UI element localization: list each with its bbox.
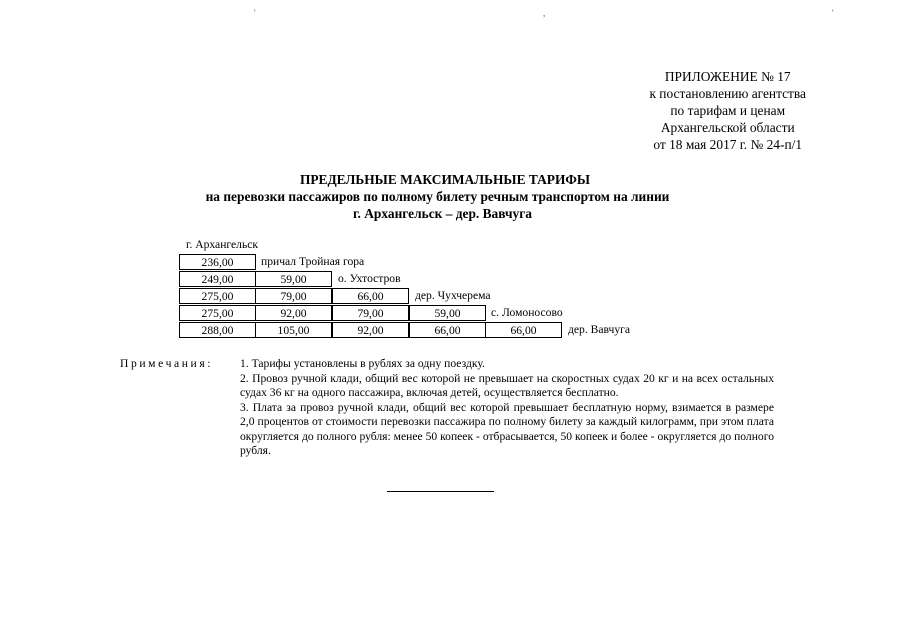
scan-mark: ,	[543, 8, 546, 18]
tariff-cell: 236,00	[179, 254, 256, 270]
stop-name: с. Ломоносово	[491, 306, 563, 319]
tariff-cell: 92,00	[332, 322, 409, 338]
tariff-cell: 66,00	[485, 322, 562, 338]
tariff-cell: 66,00	[332, 288, 409, 304]
tariff-cell: 66,00	[409, 322, 486, 338]
note-item: 2. Провоз ручной клади, общий вес которой не превышает на скоростных судах 20 кг и на всех остальных судах 36 кг на одного пассажира, включая детей, осуществляется бесплатно.	[240, 371, 774, 399]
tariff-cell: 275,00	[179, 288, 256, 304]
notes	[240, 357, 774, 459]
stop-name: дер. Вавчуга	[568, 323, 631, 336]
scan-mark: '	[254, 8, 256, 18]
appendix-line: по тарифам и ценам	[670, 103, 786, 118]
scan-mark: '	[832, 8, 834, 18]
tariff-cell: 249,00	[179, 271, 256, 287]
tariff-cell: 105,00	[255, 322, 332, 338]
title-subtitle: на перевозки пассажиров по полному билету речным транспортом на линии	[205, 189, 670, 204]
stop-name: о. Ухтостров	[338, 272, 401, 285]
note-item: 1. Тарифы установлены в рублях за одну поездку.	[240, 357, 485, 370]
appendix-date: от 18 мая 2017 г. № 24-п/1	[653, 137, 803, 152]
title-main: ПРЕДЕЛЬНЫЕ МАКСИМАЛЬНЫЕ ТАРИФЫ	[299, 172, 591, 187]
appendix-number: ПРИЛОЖЕНИЕ № 17	[664, 69, 791, 84]
document-title	[0, 171, 905, 222]
tariff-cell: 288,00	[179, 322, 256, 338]
appendix-line: к постановлению агентства	[649, 86, 806, 101]
end-rule	[387, 491, 494, 492]
tariff-cell: 79,00	[332, 305, 409, 321]
notes-label: Примечания:	[120, 357, 214, 370]
tariff-cell: 59,00	[409, 305, 486, 321]
note-item: 3. Плата за провоз ручной клади, общий вес которой превышает бесплатную норму, взимается в размере 2,0 процентов от стоимости перевозки пассажира по полному билету за каждый килограмм, при этом плата округляется до полного рубля: менее 50 копеек - отбрасывается, 50 копеек и более - округляется до полного рубля.	[240, 400, 774, 457]
origin-city: г. Архангельск	[186, 238, 259, 251]
stop-name: дер. Чухчерема	[415, 289, 491, 302]
stop-name: причал Тройная гора	[261, 255, 365, 268]
tariff-cell: 92,00	[255, 305, 332, 321]
tariff-cell: 59,00	[255, 271, 332, 287]
appendix-line: Архангельской области	[660, 120, 795, 135]
appendix-header	[649, 68, 806, 153]
tariff-cell: 79,00	[255, 288, 332, 304]
tariff-cell: 275,00	[179, 305, 256, 321]
title-route: г. Архангельск – дер. Вавчуга	[352, 206, 533, 221]
